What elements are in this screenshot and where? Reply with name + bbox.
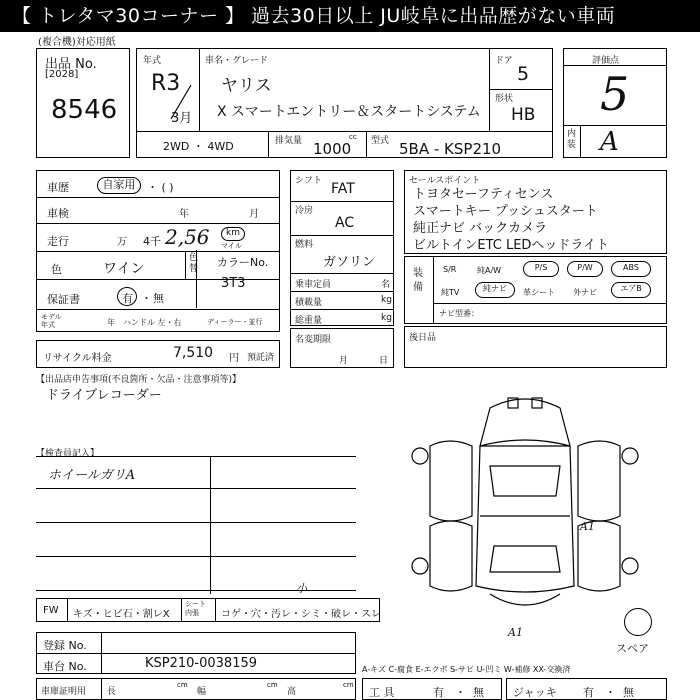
registration-label: 登録 No.	[43, 639, 87, 652]
recycle-value: 7,510	[173, 345, 214, 361]
cert-length: 長	[107, 687, 117, 697]
month-value: 3月	[171, 111, 193, 126]
type-label: 型式	[371, 136, 390, 146]
header-bar	[0, 0, 700, 32]
fuel-label: 燃料	[295, 240, 314, 250]
history-label: 車歴	[47, 181, 69, 194]
equip-aw: 純A/W	[477, 266, 502, 275]
interior-score: A	[600, 127, 619, 157]
lot-number: 8546	[51, 95, 118, 125]
inspection-year: 年	[179, 209, 189, 220]
spare-tire-circle	[624, 608, 652, 636]
year-value: R3	[151, 71, 181, 96]
model-year-label: モデル年式	[41, 313, 62, 329]
model-year: 年	[107, 318, 115, 327]
history-dots: ・ ( )	[147, 181, 174, 194]
equip-tv: 純TV	[441, 288, 460, 297]
sales-points-label: セールスポイント	[409, 176, 481, 186]
grade-score: 5	[600, 67, 630, 121]
jack-box	[506, 678, 667, 700]
sales-point-1: トヨタセーフティセンス	[413, 187, 554, 202]
change-date-month: 月	[339, 356, 349, 366]
cert-cm-3: cm	[343, 681, 354, 689]
inspection-label: 車検	[47, 207, 69, 220]
cert-cm-1: cm	[177, 681, 188, 689]
lot-code: [2028]	[45, 69, 79, 80]
capacity-unit: 名	[381, 280, 391, 290]
interior-label: 内装	[567, 129, 577, 150]
drive-type: 2WD ・ 4WD	[163, 140, 234, 153]
color-code-box	[196, 250, 280, 308]
sales-point-2: スマートキー プッシュスタート	[413, 204, 598, 219]
equipment-box	[404, 256, 667, 324]
equip-leather: 革シート	[523, 288, 555, 297]
mileage-man: 万	[117, 237, 127, 248]
inspection-month: 月	[249, 209, 259, 220]
mileage-value: 2,56	[165, 225, 210, 249]
color-code-label: カラーNo.	[217, 256, 269, 269]
change-date-label: 名変期限	[295, 335, 332, 345]
spare-label: スペア	[616, 642, 649, 655]
later-items-label: 後日品	[409, 333, 437, 343]
equip-navi: 純ナビ	[475, 282, 515, 298]
load-label: 積載量	[295, 298, 323, 308]
dealer-options: ディーラー・並行	[207, 318, 263, 326]
year-slash	[165, 83, 195, 123]
tools-yes: 有	[433, 686, 444, 699]
load-unit: kg	[381, 295, 392, 305]
seat-items: コゲ・穴・汚レ・シミ・破レ・スレ	[221, 609, 381, 620]
fw-box	[36, 598, 380, 622]
recycle-label: リサイクル料金	[43, 353, 112, 364]
equip-pw: P/W	[567, 261, 603, 277]
doors-value: 5	[517, 63, 530, 85]
header-title: 【 トレタマ30コーナー 】 過去30日以上 JU岐阜に出品歴がない車両	[12, 5, 616, 27]
certificate-label: 車庫証明用	[41, 687, 87, 697]
shape-value: HB	[511, 105, 536, 125]
damage-legend: A-キズ C-腐食 E-エクボ S-サビ U-凹ミ W-補修 XX-交換済	[362, 665, 571, 674]
color-value: ワイン	[103, 261, 145, 277]
warranty-label: 保証書	[47, 293, 80, 306]
recycle-box	[36, 340, 280, 368]
capacity-label: 乗車定員	[295, 280, 332, 290]
color-code-value: 3T3	[221, 276, 246, 291]
car-info-box	[136, 48, 553, 158]
equip-sr: S/R	[443, 265, 457, 274]
equipment-label: 装備	[413, 268, 423, 293]
cert-width: 幅	[197, 687, 207, 697]
notes-label: 【出品店申告事項(不良箇所・欠品・注意事項等)】	[36, 375, 242, 385]
tools-box	[362, 678, 502, 700]
shift-label: シフト	[295, 176, 323, 186]
seat-label: シート内張	[185, 600, 206, 617]
ac-label: 冷房	[295, 206, 314, 216]
cert-height: 高	[287, 687, 297, 697]
grade-box	[563, 48, 667, 158]
damage-mark-2: A1	[508, 626, 523, 639]
fw-items: キズ・ヒビ石・割レX	[73, 609, 170, 620]
chassis-value: KSP210-0038159	[145, 656, 258, 671]
fw-label: FW	[43, 605, 59, 616]
equip-airbag: エアB	[611, 282, 651, 298]
lot-box	[36, 48, 130, 158]
damage-mark-1: A1	[580, 520, 595, 533]
grade-label: 評価点	[592, 56, 620, 66]
history-value: 自家用	[97, 177, 141, 194]
car-damage-diagram	[410, 386, 640, 626]
handle-options: ハンドル 左・右	[123, 318, 182, 327]
displacement-label: 排気量	[275, 136, 303, 146]
spec-box	[290, 170, 394, 326]
warranty-no: 無	[153, 292, 164, 305]
shape-label: 形状	[495, 94, 514, 104]
jack-no: 無	[623, 686, 634, 699]
shift-value: FAT	[331, 181, 355, 197]
notes-value: ドライブレコーダー	[46, 388, 162, 403]
color-change-label: 色替	[189, 253, 199, 274]
equip-ps: P/S	[523, 261, 559, 277]
mileage-unit2: マイル	[221, 242, 242, 250]
later-items-box	[404, 326, 667, 368]
inspector-label: 【検査員記入】	[36, 449, 100, 459]
jack-sep: ・	[605, 686, 616, 699]
jack-label: ジャッキ	[513, 686, 557, 699]
sales-point-4: ビルトインETC LEDヘッドライト	[413, 238, 610, 253]
weight-label: 総重量	[295, 316, 323, 326]
change-date-box	[290, 328, 394, 368]
cert-cm-2: cm	[267, 681, 278, 689]
jack-yes: 有	[583, 686, 594, 699]
recycle-deposit: 預託済	[247, 353, 275, 363]
inspector-note: ホイールガリA	[48, 468, 136, 483]
equip-ext-navi: 外ナビ	[573, 288, 597, 297]
tools-label: 工 具	[369, 686, 395, 699]
color-label: 色	[51, 263, 62, 276]
mileage-unit: km	[221, 227, 245, 241]
model-label: 車名・グレード	[205, 56, 269, 66]
sales-points-box	[404, 170, 667, 254]
fuel-value: ガソリン	[323, 255, 376, 270]
form-subtitle: (複合機)対応用紙	[38, 37, 116, 48]
grade-name: X スマートエントリー＆スタートシステム	[217, 104, 481, 120]
equip-abs: ABS	[611, 261, 651, 277]
registration-box	[36, 632, 356, 674]
mileage-label: 走行	[47, 235, 69, 248]
certificate-box	[36, 678, 356, 700]
tools-no: 無	[473, 686, 484, 699]
year-label: 年式	[143, 56, 162, 66]
cc-unit: cc	[349, 133, 357, 141]
navi-model-label: ナビ型番：	[439, 309, 479, 318]
mileage-thousands: 4千	[143, 235, 161, 248]
fw-note: 小	[296, 582, 307, 595]
warranty-yes: 有	[122, 292, 133, 305]
lot-title: 出品 No.	[45, 57, 97, 72]
model-name: ヤリス	[221, 76, 272, 96]
warranty-sep: ・	[141, 292, 152, 305]
tools-sep: ・	[455, 686, 466, 699]
type-value: 5BA - KSP210	[399, 140, 502, 158]
sales-point-3: 純正ナビ バックカメラ	[413, 221, 548, 236]
ac-value: AC	[335, 215, 355, 231]
weight-unit: kg	[381, 313, 392, 323]
chassis-label: 車台 No.	[43, 660, 87, 673]
recycle-unit: 円	[229, 353, 239, 364]
change-date-day: 日	[379, 356, 389, 366]
displacement-value: 1000	[313, 140, 352, 158]
doors-label: ドア	[495, 56, 513, 66]
